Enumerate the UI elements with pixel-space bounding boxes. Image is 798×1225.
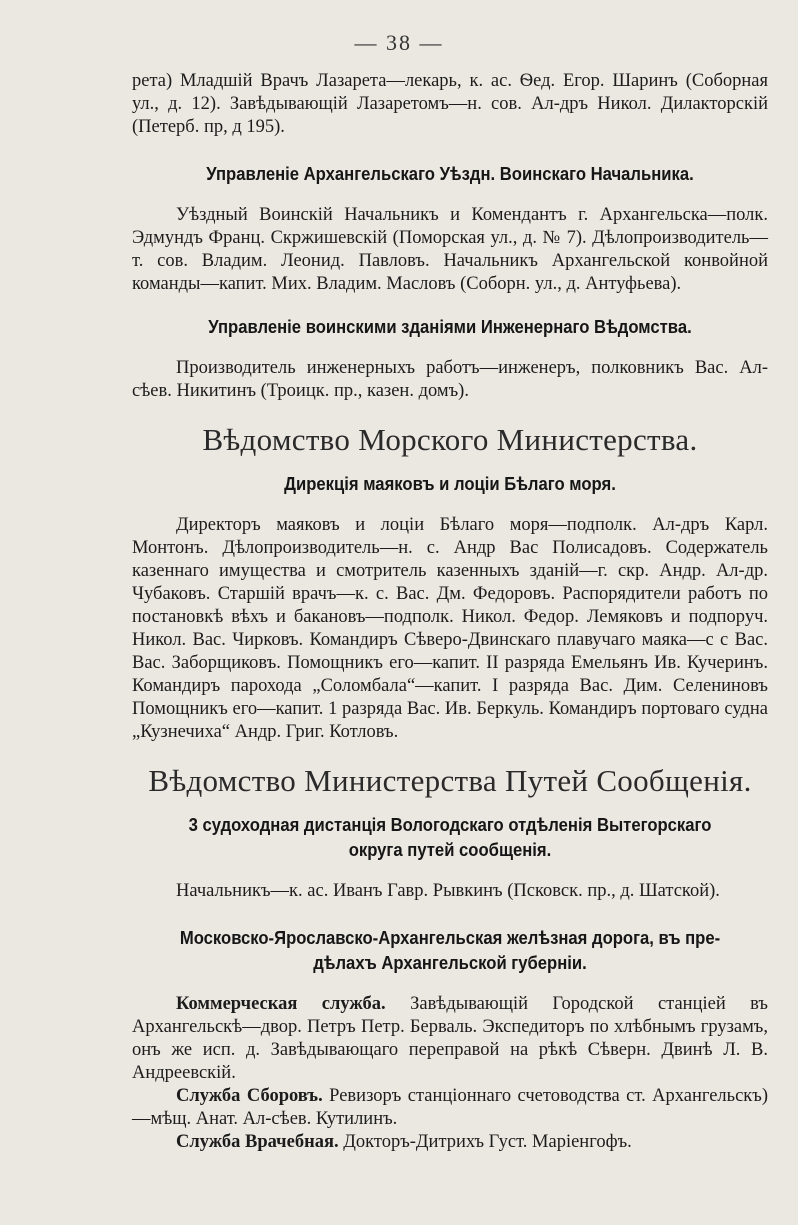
page-content xyxy=(132,70,768,1154)
railway-commercial-paragraph xyxy=(132,993,768,1085)
intro-paragraph: рета) Младшій Врачъ Лазарета—лекарь, к. ас. Ѳед. Егор. Шаринъ (Соборная ул., д. 12). Завѣдывающій Лазаретомъ—н. сов. Ал-дръ Никол. Дилакторскій (Петерб. пр, д 195). xyxy=(132,71,768,137)
railway-commercial-label: Коммерческая служба. xyxy=(176,994,386,1014)
subheading-lighthouses: Дирекція маяковъ и лоціи Бѣлаго моря. xyxy=(284,473,616,494)
navigation-district-paragraph: Начальникъ—к. ас. Иванъ Гавр. Рывкинъ (Псковск. пр., д. Шатской). xyxy=(176,881,720,901)
military-chief-paragraph: Уѣздный Воинскій Начальникъ и Комендантъ г. Архангельска—полк. Эдмундъ Франц. Скржишевскій (Поморская ул., д. № 7). Дѣлопроизводитель—т. сов. Владим. Леонид. Павловъ. Начальникъ Архангельской конвойной команды—капит. Мих. Владим. Масловъ (Соборн. ул., д. Антуфьева). xyxy=(132,205,768,294)
department-title-naval: Вѣдомство Морского Министерства. xyxy=(202,422,698,457)
subheading-navigation-district-line1: 3 судоходная дистанція Вологодскаго отдѣленія Вытегорскаго xyxy=(188,814,712,835)
subheading-navigation-district-line2: округа путей сообщенія. xyxy=(348,839,552,860)
railway-fees-label: Служба Сборовъ. xyxy=(176,1086,323,1106)
lighthouses-paragraph: Директоръ маяковъ и лоціи Бѣлаго моря—подполк. Ал-дръ Карл. Монтонъ. Дѣлопроизводитель—н. с. Андр Вас Полисадовъ. Содержатель казеннаго имущества и смотритель казенныхъ зданій—г. скр. Андр. Ал-др. Чубаковъ. Старшій врачъ—к. с. Вас. Дм. Федоровъ. Распорядители работъ по постановкѣ вѣхъ и бакановъ—подполк. Никол. Федор. Лемяковъ и подпоруч. Никол. Вас. Чирковъ. Командиръ Сѣверо-Двинскаго плавучаго маяка—с с Вас. Вас. Заборщиковъ. Помощникъ его—капит. II разряда Емельянъ Ив. Кучеринъ. Командиръ парохода „Соломбала“—капит. I разряда Вас. Дим. Селениновъ Помощникъ его—капит. 1 разряда Вас. Ив. Беркуль. Командиръ портоваго судна „Кузнечиха“ Андр. Григ. Котловъ. xyxy=(132,515,768,742)
section-heading-engineering: Управленіе воинскими зданіями Инженернаго Вѣдомства. xyxy=(208,316,692,337)
railway-medical-label: Служба Врачебная. xyxy=(176,1132,339,1152)
railway-commercial-text: Завѣдывающій Городской станціей въ Архангельскѣ—двор. Петръ Петр. Берваль. Экспедиторъ по хлѣбнымъ грузамъ, онъ же исп. д. Завѣдывающаго переправой на рѣкѣ Сѣверн. Двинѣ Л. В. Андреевскій. xyxy=(132,994,768,1083)
railway-medical-paragraph xyxy=(132,1131,768,1154)
engineering-paragraph: Производитель инженерныхъ работъ—инженеръ, полковникъ Вас. Ал-сѣев. Никитинъ (Троицк. пр., казен. домъ). xyxy=(132,358,768,401)
railway-fees-paragraph xyxy=(132,1085,768,1131)
railway-heading-line1: Московско-Ярославско-Архангельская желѣзная дорога, въ пре- xyxy=(179,927,721,948)
railway-fees-text: Ревизоръ станціоннаго счетоводства ст. Архангельскъ)—мѣщ. Анат. Ал-сѣев. Кутилинъ. xyxy=(132,1086,769,1129)
section-heading-military-chief: Управленіе Архангельскаго Уѣздн. Воинскаго Начальника. xyxy=(206,163,694,184)
department-title-railways: Вѣдомство Министерства Путей Сообщенія. xyxy=(148,763,752,798)
railway-heading-line2: дѣлахъ Архангельской губерніи. xyxy=(313,952,587,973)
page-number: — 38 — xyxy=(354,30,444,55)
railway-medical-text: Докторъ-Дитрихъ Густ. Маріенгофъ. xyxy=(338,1132,632,1152)
